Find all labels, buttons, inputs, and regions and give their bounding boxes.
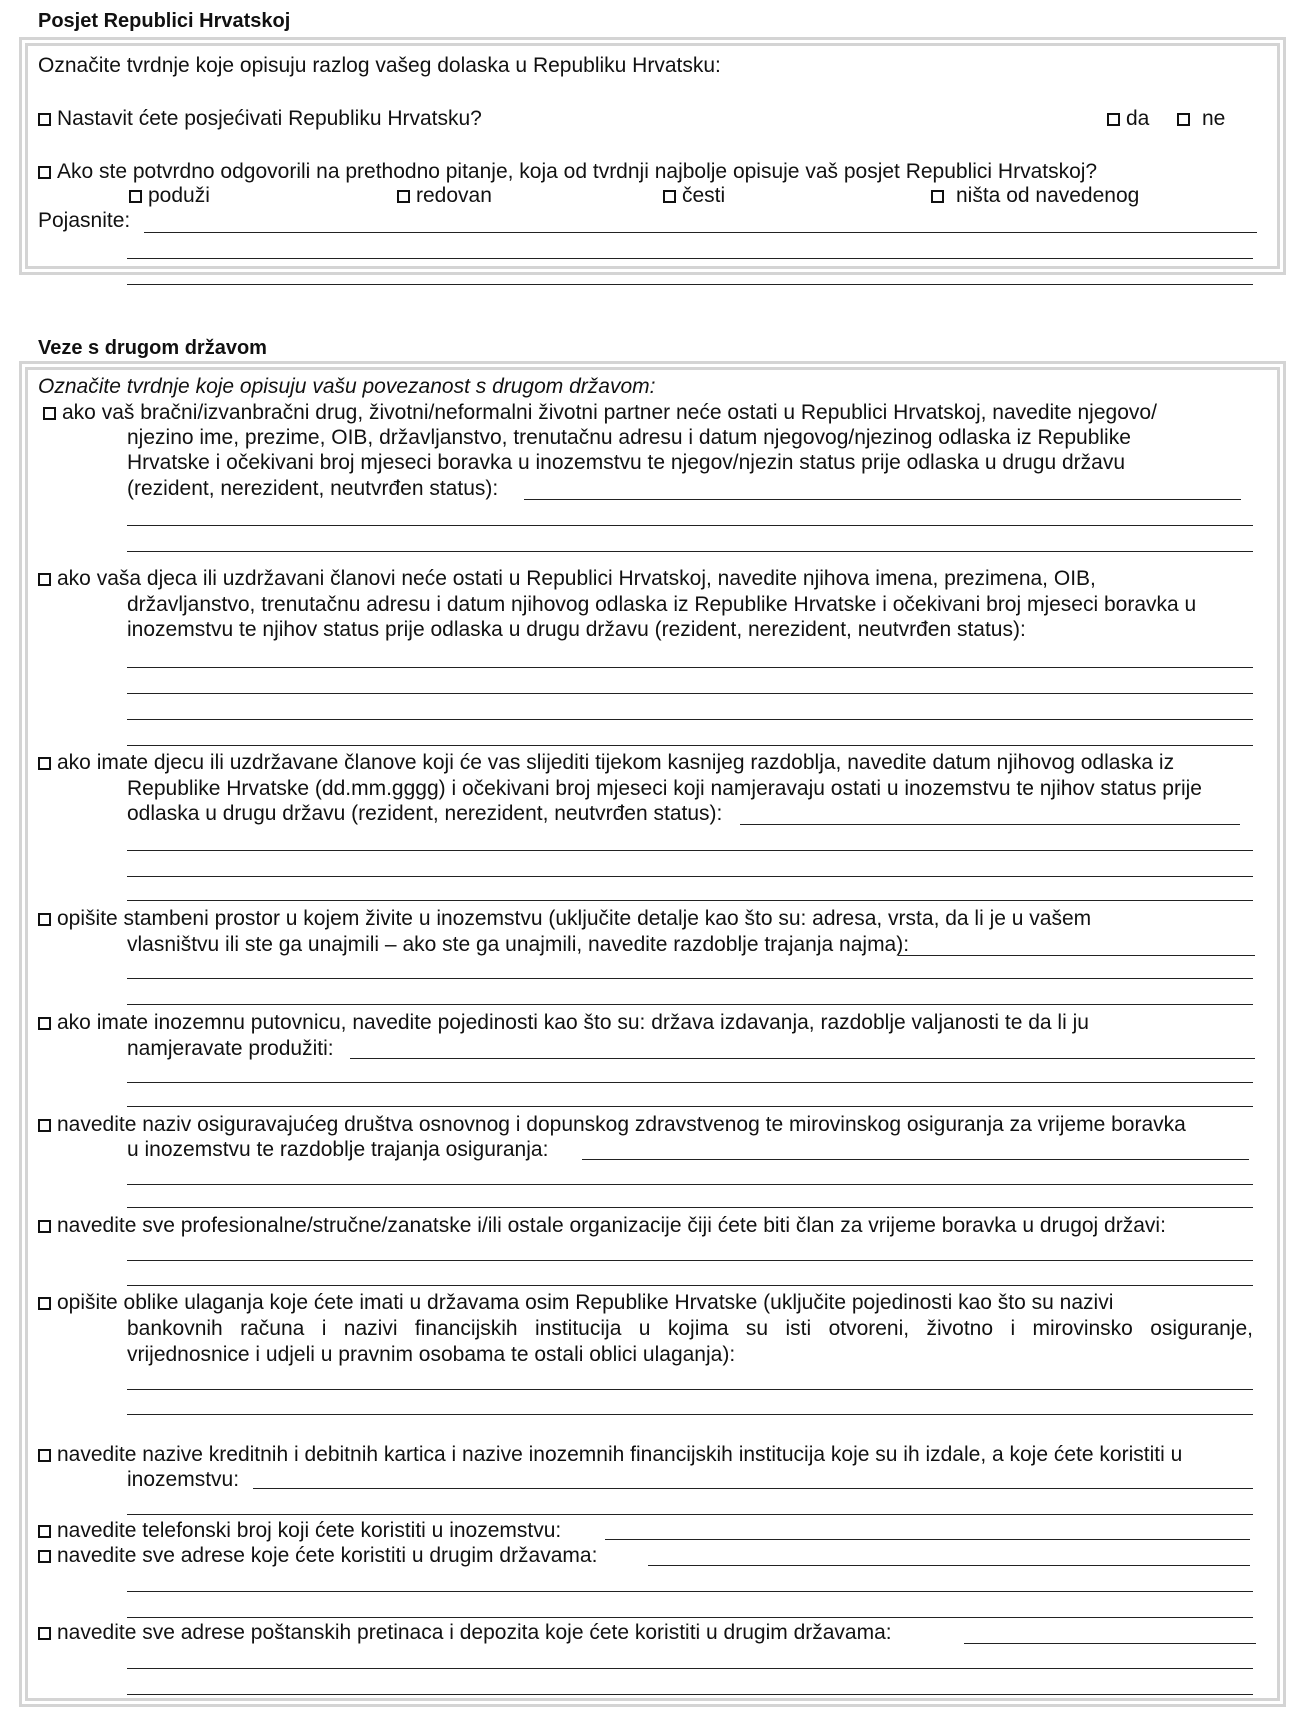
explain-label: Pojasnite: bbox=[38, 209, 131, 232]
item-insurance-line-2: u inozemstvu te razdoblje trajanja osiguranja: bbox=[127, 1138, 549, 1161]
insurance-input-line-3[interactable] bbox=[127, 1207, 1253, 1208]
housing-input-line-1[interactable] bbox=[898, 955, 1255, 956]
housing-input-line-2[interactable] bbox=[127, 978, 1253, 979]
investments-input-line-2[interactable] bbox=[127, 1414, 1253, 1415]
item-investments-line-3: vrijednosnice i udjeli u pravnim osobama te ostali oblici ulaganja): bbox=[127, 1343, 736, 1366]
phone-input-line[interactable] bbox=[605, 1539, 1250, 1540]
item-insurance-text-1: navedite naziv osiguravajućeg društva osnovnog i dopunskog zdravstvenog te mirovinskog osiguranja za vrijeme boravka bbox=[57, 1113, 1186, 1136]
checkbox-dependants[interactable] bbox=[38, 757, 51, 770]
cards-input-line-2[interactable] bbox=[127, 1514, 1253, 1515]
item-passport-line-2: namjeravate produžiti: bbox=[127, 1037, 334, 1060]
item-passport-text-1: ako imate inozemnu putovnicu, navedite pojedinosti kao što su: država izdavanja, razdoblje valjanosti te da li ju bbox=[57, 1011, 1089, 1034]
checkbox-poboxes[interactable] bbox=[38, 1627, 51, 1640]
dependants-input-line-4[interactable] bbox=[127, 900, 1253, 901]
checkbox-nista[interactable] bbox=[931, 190, 944, 203]
poboxes-input-line-2[interactable] bbox=[127, 1668, 1253, 1669]
item-investments-line-1 bbox=[38, 1290, 1113, 1316]
question-continue-visiting-label: Nastavit ćete posjećivati Republiku Hrvatsku? bbox=[57, 107, 482, 130]
ties-intro-text: Označite tvrdnje koje opisuju vašu povezanost s drugom državom: bbox=[38, 375, 656, 398]
item-phone-text-1: navedite telefonski broj koji ćete koristiti u inozemstvu: bbox=[57, 1519, 562, 1542]
children-input-line-2[interactable] bbox=[127, 693, 1253, 694]
item-addresses-text-1: navedite sve adrese koje ćete koristiti u drugim državama: bbox=[57, 1544, 598, 1567]
option-redovan[interactable] bbox=[397, 183, 492, 209]
checkbox-insurance[interactable] bbox=[38, 1119, 51, 1132]
option-poduzi[interactable] bbox=[129, 183, 210, 209]
checkbox-da[interactable] bbox=[1107, 113, 1120, 126]
checkbox-visit-type[interactable] bbox=[38, 166, 51, 179]
section-title-visit: Posjet Republici Hrvatskoj bbox=[38, 10, 291, 32]
investments-input-line-1[interactable] bbox=[127, 1389, 1253, 1390]
explain-input-line-2[interactable] bbox=[127, 258, 1253, 259]
question-visit-type-label: Ako ste potvrdno odgovorili na prethodno pitanje, koja od tvrdnji najbolje opisuje vaš posjet Republici Hrvatskoj? bbox=[57, 160, 1098, 183]
dependants-input-line-2[interactable] bbox=[127, 850, 1253, 851]
addresses-input-line-2[interactable] bbox=[127, 1591, 1253, 1592]
item-children-line-1 bbox=[38, 566, 1096, 592]
item-dependants-text-1: ako imate djecu ili uzdržavane članove koji će vas slijediti tijekom kasnijeg razdoblja, navedite datum njihovog odlaska iz bbox=[57, 751, 1175, 774]
item-investments-text-1: opišite oblike ulaganja koje ćete imati u državama osim Republike Hrvatske (uključite pojedinosti kao što su nazivi bbox=[57, 1291, 1114, 1314]
organizations-input-line-2[interactable] bbox=[127, 1285, 1253, 1286]
addresses-input-line-3[interactable] bbox=[127, 1617, 1253, 1618]
checkbox-children[interactable] bbox=[38, 573, 51, 586]
section-title-ties: Veze s drugom državom bbox=[38, 337, 267, 359]
children-input-line-3[interactable] bbox=[127, 719, 1253, 720]
option-redovan-label: redovan bbox=[416, 184, 492, 207]
option-poduzi-label: poduži bbox=[148, 184, 210, 207]
checkbox-ne[interactable] bbox=[1177, 113, 1190, 126]
insurance-input-line-2[interactable] bbox=[127, 1184, 1253, 1185]
children-input-line-4[interactable] bbox=[127, 745, 1253, 746]
item-spouse-text-1: ako vaš bračni/izvanbračni drug, životni/neformalni životni partner neće ostati u Republici Hrvatskoj, navedite njegovo/ bbox=[62, 401, 1157, 424]
item-addresses-line-1 bbox=[38, 1543, 597, 1569]
item-insurance-line-1 bbox=[38, 1112, 1186, 1138]
checkbox-housing[interactable] bbox=[38, 913, 51, 926]
item-organizations-line-1 bbox=[38, 1213, 1166, 1239]
dependants-input-line-3[interactable] bbox=[127, 876, 1253, 877]
checkbox-organizations[interactable] bbox=[38, 1220, 51, 1233]
spouse-input-line-1[interactable] bbox=[524, 499, 1241, 500]
item-poboxes-line-1 bbox=[38, 1620, 892, 1646]
item-dependants-line-1 bbox=[38, 750, 1174, 776]
item-cards-line-1 bbox=[38, 1442, 1182, 1468]
question-visit-type bbox=[38, 159, 1097, 185]
item-spouse-line-4: (rezident, nerezident, neutvrđen status): bbox=[127, 477, 499, 500]
option-da-label: da bbox=[1126, 107, 1150, 130]
poboxes-input-line-1[interactable] bbox=[964, 1643, 1256, 1644]
item-housing-line-1 bbox=[38, 906, 1091, 932]
option-nista-label: ništa od navedenog bbox=[956, 184, 1140, 207]
item-children-line-2: državljanstvo, trenutačnu adresu i datum njihovog odlaska iz Republike Hrvatske i očekivani broj mjeseci boravka u bbox=[127, 593, 1197, 616]
explain-input-line-1[interactable] bbox=[144, 232, 1257, 233]
housing-input-line-3[interactable] bbox=[127, 1004, 1253, 1005]
option-da[interactable] bbox=[1107, 106, 1149, 132]
item-children-line-3: inozemstvu te njihov status prije odlaska u drugu državu (rezident, nerezident, neutvrđen status): bbox=[127, 618, 1026, 641]
option-ne-label: ne bbox=[1202, 107, 1226, 130]
cards-input-line-1[interactable] bbox=[253, 1488, 1253, 1489]
addresses-input-line-1[interactable] bbox=[648, 1565, 1250, 1566]
option-cesti[interactable] bbox=[663, 183, 725, 209]
option-nista[interactable] bbox=[931, 183, 1139, 209]
dependants-input-line-1[interactable] bbox=[740, 824, 1240, 825]
checkbox-phone[interactable] bbox=[38, 1525, 51, 1538]
item-investments-line-2: bankovnih računa i nazivi financijskih institucija u kojima su isti otvoreni, životno i mirovinsko osiguranje, bbox=[127, 1317, 1253, 1340]
checkbox-cesti[interactable] bbox=[663, 190, 676, 203]
children-input-line-1[interactable] bbox=[127, 667, 1253, 668]
checkbox-investments[interactable] bbox=[38, 1297, 51, 1310]
item-organizations-text-1: navedite sve profesionalne/stručne/zanatske i/ili ostale organizacije čiji ćete biti član za vrijeme boravka u drugoj državi: bbox=[57, 1214, 1166, 1237]
explain-input-line-3[interactable] bbox=[127, 284, 1253, 285]
poboxes-input-line-3[interactable] bbox=[127, 1694, 1253, 1695]
item-phone-line-1 bbox=[38, 1518, 561, 1544]
item-children-text-1: ako vaša djeca ili uzdržavani članovi neće ostati u Republici Hrvatskoj, navedite njihova imena, prezimena, OIB, bbox=[57, 567, 1096, 590]
question-continue-visiting bbox=[38, 106, 482, 132]
item-spouse-line-2: njezino ime, prezime, OIB, državljanstvo, trenutačnu adresu i datum njegovog/njezinog odlaska iz Republike bbox=[127, 426, 1131, 449]
option-cesti-label: česti bbox=[682, 184, 726, 207]
organizations-input-line-1[interactable] bbox=[127, 1260, 1253, 1261]
checkbox-cards[interactable] bbox=[38, 1449, 51, 1462]
passport-input-line-1[interactable] bbox=[350, 1058, 1255, 1059]
visit-intro-text: Označite tvrdnje koje opisuju razlog vašeg dolaska u Republiku Hrvatsku: bbox=[38, 54, 721, 77]
item-housing-text-1: opišite stambeni prostor u kojem živite u inozemstvu (uključite detalje kao što su: adresa, vrsta, da li je u vašem bbox=[57, 907, 1092, 930]
item-cards-line-2: inozemstvu: bbox=[127, 1468, 240, 1491]
item-spouse-line-1 bbox=[43, 400, 1157, 426]
checkbox-poduzi[interactable] bbox=[129, 190, 142, 203]
spouse-input-line-3[interactable] bbox=[127, 551, 1253, 552]
item-cards-text-1: navedite nazive kreditnih i debitnih kartica i nazive inozemnih financijskih institucija koje su ih izdale, a koje ćete koristiti u bbox=[57, 1443, 1183, 1466]
passport-input-line-2[interactable] bbox=[127, 1082, 1253, 1083]
checkbox-continue-visiting[interactable] bbox=[38, 113, 51, 126]
item-spouse-line-3: Hrvatske i očekivani broj mjeseci boravka u inozemstvu te njegov/njezin status prije odlaska u drugu državu bbox=[127, 451, 1125, 474]
passport-input-line-3[interactable] bbox=[127, 1106, 1253, 1107]
item-dependants-line-2: Republike Hrvatske (dd.mm.gggg) i očekivani broj mjeseci koji namjeravaju ostati u inozemstvu te njihov status prije bbox=[127, 777, 1202, 800]
item-housing-line-2: vlasništvu ili ste ga unajmili – ako ste ga unajmili, navedite razdoblje trajanja najma): bbox=[127, 933, 910, 956]
checkbox-addresses[interactable] bbox=[38, 1550, 51, 1563]
option-ne[interactable] bbox=[1177, 106, 1225, 132]
item-poboxes-text-1: navedite sve adrese poštanskih pretinaca i depozita koje ćete koristiti u drugim državama: bbox=[57, 1621, 892, 1644]
insurance-input-line-1[interactable] bbox=[582, 1159, 1249, 1160]
checkbox-passport[interactable] bbox=[38, 1017, 51, 1030]
checkbox-redovan[interactable] bbox=[397, 190, 410, 203]
spouse-input-line-2[interactable] bbox=[127, 525, 1253, 526]
checkbox-spouse[interactable] bbox=[43, 407, 56, 420]
item-passport-line-1 bbox=[38, 1010, 1089, 1036]
item-dependants-line-3: odlaska u drugu državu (rezident, nerezident, neutvrđen status): bbox=[127, 802, 723, 825]
